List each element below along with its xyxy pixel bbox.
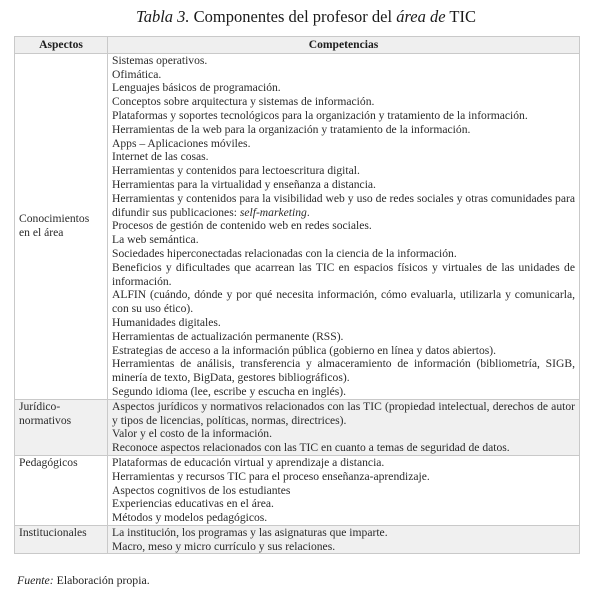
table-caption bbox=[0, 7, 612, 27]
aspect-cell: Pedagógicos bbox=[15, 455, 108, 525]
competencia-item: Métodos y modelos pedagógicos. bbox=[112, 511, 268, 525]
aspect-cell: Conocimientos en el área bbox=[15, 53, 108, 399]
competencia-item: Herramientas de la web para la organización y tratamiento de la información. bbox=[112, 122, 471, 136]
competencia-item: ALFIN (cuándo, dónde y por qué necesita información, cómo evaluarla, utilizarla y comunicarla, con su uso ético). bbox=[112, 288, 575, 316]
emphasis-text: self-marketing bbox=[239, 205, 307, 219]
source-text: Elaboración propia. bbox=[53, 573, 150, 587]
competencia-item: Plataformas de educación virtual y aprendizaje a distancia. bbox=[112, 455, 385, 469]
header-aspectos: Aspectos bbox=[15, 37, 108, 54]
caption-italic: área de bbox=[396, 7, 446, 26]
header-row bbox=[15, 37, 580, 54]
competencia-item: Experiencias educativas en el área. bbox=[112, 497, 274, 511]
competencia-item: Valor y el costo de la información. bbox=[112, 427, 273, 441]
competencia-item: Aspectos cognitivos de los estudiantes bbox=[112, 483, 291, 497]
competencia-item: Internet de las cosas. bbox=[112, 150, 209, 164]
caption-text-1: Componentes del profesor del bbox=[189, 7, 397, 26]
aspect-cell: Jurídico-normativos bbox=[15, 399, 108, 455]
source-note bbox=[17, 573, 150, 588]
competencia-item: Segundo idioma (lee, escribe y escucha en inglés). bbox=[112, 384, 347, 398]
competencia-item: Plataformas y soportes tecnológicos para la organización y tratamiento de la información. bbox=[112, 108, 528, 122]
table-row bbox=[15, 399, 580, 455]
competencias-cell bbox=[108, 455, 580, 525]
table-row bbox=[15, 455, 580, 525]
competencies-table bbox=[14, 36, 580, 554]
table-row bbox=[15, 525, 580, 554]
competencias-cell bbox=[108, 53, 580, 399]
competencia-item: Humanidades digitales. bbox=[112, 315, 221, 329]
competencia-item: Reconoce aspectos relacionados con las TIC en cuanto a temas de seguridad de datos. bbox=[112, 441, 510, 455]
competencia-item: Herramientas de actualización permanente (RSS). bbox=[112, 329, 344, 343]
competencia-item: Ofimática. bbox=[112, 67, 162, 81]
competencia-item: Herramientas y contenidos para lectoescritura digital. bbox=[112, 164, 360, 178]
competencia-item: Herramientas para la virtualidad y enseñanza a distancia. bbox=[112, 177, 376, 191]
competencia-item: Herramientas de análisis, transferencia y almaceramiento de información (bibliometría, SIGB, minería de texto, BigData, gestores bibliográficos). bbox=[112, 357, 575, 385]
competencia-item: Lenguajes básicos de programación. bbox=[112, 81, 281, 95]
competencia-item: Beneficios y dificultades que acarrean las TIC en espacios físicos y virtuales de las unidades de información. bbox=[112, 260, 575, 288]
caption-text-2: TIC bbox=[445, 7, 476, 26]
aspect-cell: Institucionales bbox=[15, 525, 108, 554]
table-row bbox=[15, 53, 580, 399]
competencias-cell bbox=[108, 399, 580, 455]
competencia-item: Herramientas y recursos TIC para el proceso enseñanza-aprendizaje. bbox=[112, 469, 430, 483]
competencia-item: Estrategias de acceso a la información pública (gobierno en línea y datos abiertos). bbox=[112, 343, 497, 357]
competencia-item: Procesos de gestión de contenido web en redes sociales. bbox=[112, 219, 372, 233]
competencia-item: Conceptos sobre arquitectura y sistemas de información. bbox=[112, 95, 375, 109]
header-competencias: Competencias bbox=[108, 37, 580, 54]
competencia-item: La institución, los programas y las asignaturas que imparte. bbox=[112, 525, 388, 539]
source-label: Fuente: bbox=[17, 573, 54, 587]
table-number: Tabla 3. bbox=[136, 7, 190, 26]
competencia-item: Apps – Aplicaciones móviles. bbox=[112, 136, 251, 150]
competencia-item: Aspectos jurídicos y normativos relacionados con las TIC (propiedad intelectual, derechos de autor y tipos de licencias, políticas, normas, directrices). bbox=[112, 399, 575, 427]
competencia-item: Sociedades hiperconectadas relacionadas con la ciencia de la información. bbox=[112, 246, 457, 260]
competencia-item: Herramientas y contenidos para la visibilidad web y uso de redes sociales y otras comunidades para difundir sus publicaciones: self-marketing. bbox=[112, 191, 575, 219]
competencia-item: Sistemas operativos. bbox=[112, 53, 208, 67]
competencia-item: Macro, meso y micro currículo y sus relaciones. bbox=[112, 539, 336, 553]
competencia-item: La web semántica. bbox=[112, 233, 199, 247]
competencias-cell bbox=[108, 525, 580, 554]
